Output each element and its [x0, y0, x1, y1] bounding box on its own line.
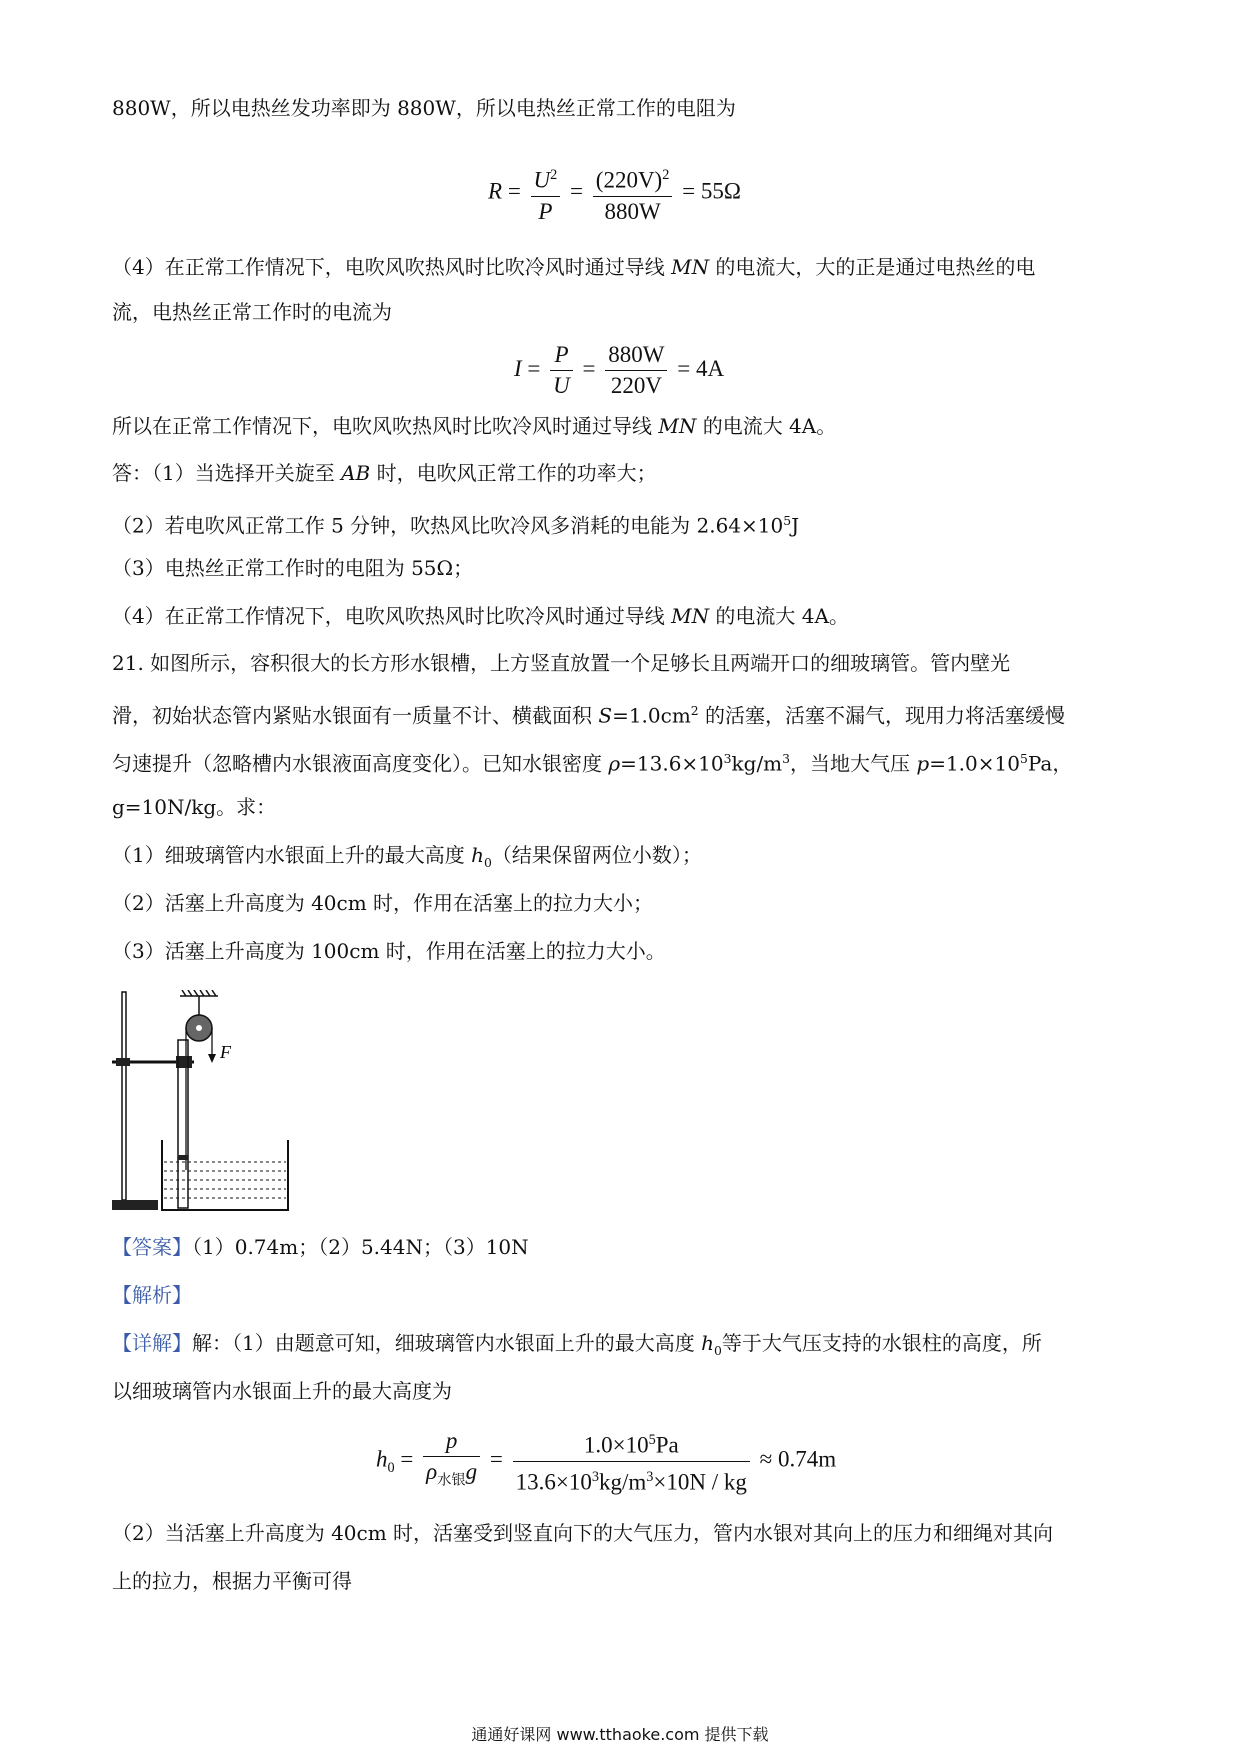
answer-line-4: （4）在正常工作情况下，电吹风吹热风时比吹冷风时通过导线 MN 的电流大 4A。 — [112, 604, 849, 628]
answer-line-1: 答：（1）当选择开关旋至 AB 时，电吹风正常工作的功率大； — [112, 461, 657, 485]
answer-line: 【答案】（1）0.74m；（2）5.44N；（3）10N — [112, 1235, 529, 1259]
ceiling-support — [180, 990, 218, 1018]
question-2: （2）活塞上升高度为 40cm 时，作用在活塞上的拉力大小； — [112, 891, 654, 915]
text-line-4: 所以在正常工作情况下，电吹风吹热风时比吹冷风时通过导线 MN 的电流大 4A。 — [112, 414, 837, 438]
pulley — [186, 1015, 212, 1041]
detail-line-1: 【详解】解：（1）由题意可知，细玻璃管内水银面上升的最大高度 $h_0$等于大气压支持的水银柱的高度，所 — [112, 1331, 1042, 1358]
piston — [178, 1155, 188, 1160]
question-3: （3）活塞上升高度为 100cm 时，作用在活塞上的拉力大小。 — [112, 939, 666, 963]
detail-line-4: 上的拉力，根据力平衡可得 — [112, 1569, 352, 1593]
text-line-2: （4）在正常工作情况下，电吹风吹热风时比吹冷风时通过导线 MN 的电流大，大的正是通过电热丝的电 — [112, 255, 1036, 279]
apparatus-figure — [112, 990, 332, 1215]
page-footer: 通通好课网 www.tthaoke.com 提供下载 — [471, 1725, 769, 1744]
answer-line-2: （2）若电吹风正常工作 5 分钟，吹热风比吹冷风多消耗的电能为 $2.64\times 10^5J$ — [112, 513, 800, 538]
problem-21-line-1: 21. 如图所示，容积很大的长方形水银槽，上方竖直放置一个足够长且两端开口的细玻璃管。管内壁光 — [112, 651, 1011, 675]
stand-rod — [122, 992, 126, 1200]
text-line-1: 880W，所以电热丝发功率即为 880W，所以电热丝正常工作的电阻为 — [112, 96, 736, 120]
problem-21-line-3: 匀速提升（忽略槽内水银液面高度变化）。已知水银密度 $\rho=13.6\times 10^3kg/m^3$，当地大气压 $p=1.0\times 10^5Pa$， — [112, 751, 1073, 776]
problem-21-line-2: 滑，初始状态管内紧贴水银面有一质量不计、横截面积 $S=1.0cm^2$ 的活塞，活塞不漏气，现用力将活塞缓慢 — [112, 703, 1066, 728]
answer-line-3: （3）电热丝正常工作时的电阻为 55Ω； — [112, 556, 474, 580]
equation-resistance: R = $\frac{U^2}{P}$ = $\frac{(220V)^2}{880W}$ = 55Ω — [488, 160, 741, 227]
mercury-trough — [162, 1140, 288, 1210]
detail-line-3: （2）当活塞上升高度为 40cm 时，活塞受到竖直向下的大气压力，管内水银对其向上的压力和细绳对其向 — [112, 1521, 1054, 1545]
equation-max-height: $h_0$ = $\frac{p}{\rho_{水银}g}$ = $\frac{1.0\times 10^5Pa}{13.6\times 10^3kg/m^3\times 10N / kg}$ ≈ 0.74m — [376, 1425, 836, 1497]
force-label: F — [220, 1042, 231, 1062]
equation-current: I = $\frac{P}{U}$ = $\frac{880W}{220V}$ = 4A — [514, 342, 725, 398]
problem-21-line-4: g=10N/kg。求： — [112, 795, 277, 819]
text-line-3: 流，电热丝正常工作时的电流为 — [112, 300, 392, 324]
question-1: （1）细玻璃管内水银面上升的最大高度 $h_0$（结果保留两位小数）； — [112, 843, 702, 870]
detail-line-2: 以细玻璃管内水银面上升的最大高度为 — [112, 1379, 452, 1403]
stand-base — [112, 1200, 158, 1210]
answer-tag: 【答案】 — [112, 1235, 192, 1259]
analysis-tag: 【解析】 — [112, 1283, 192, 1307]
detail-tag: 【详解】 — [112, 1331, 192, 1355]
